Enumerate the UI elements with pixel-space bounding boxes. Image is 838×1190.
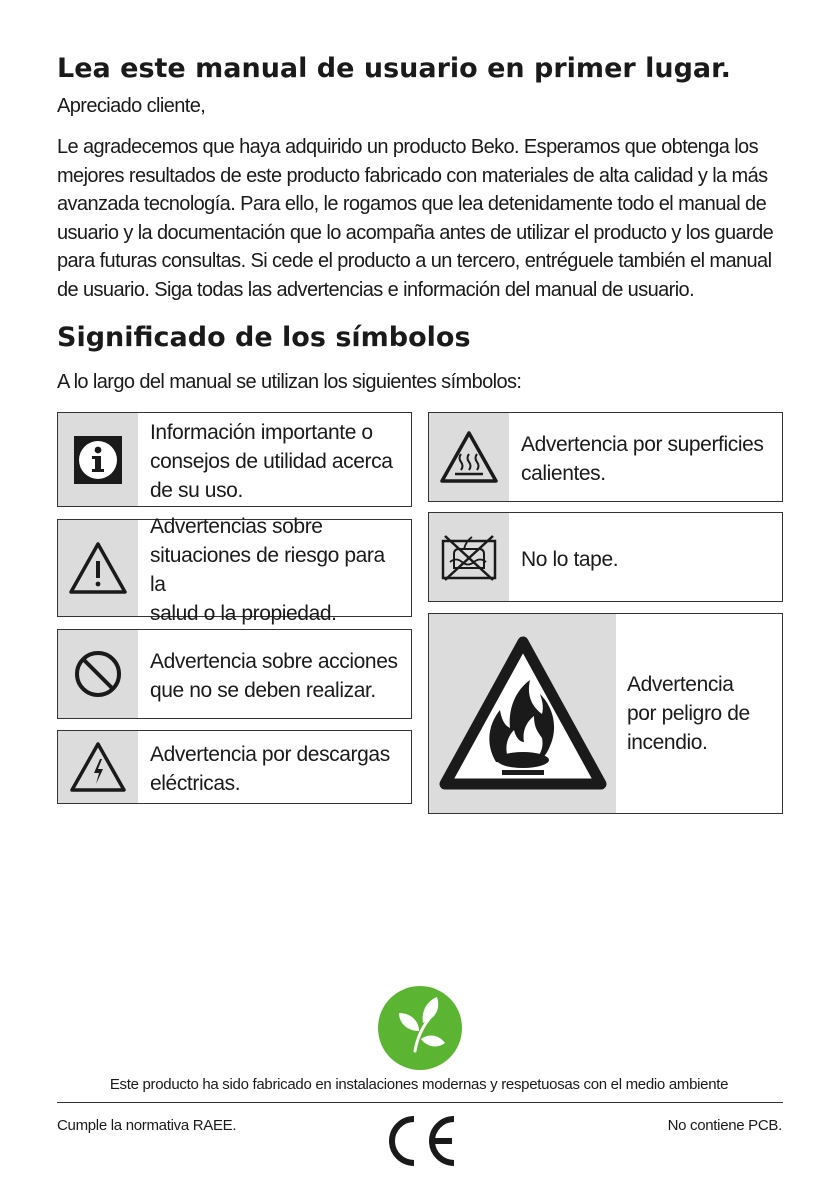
symbol-text: Advertencia por superficies calientes. [521,433,764,485]
fire-hazard-icon [429,614,616,813]
weee-compliance: Cumple la normativa RAEE. [57,1117,237,1134]
do-not-cover-icon [429,513,509,601]
symbol-box-hot-surface [428,412,783,502]
symbol-box-info [57,412,412,507]
eco-leaf-icon [377,985,463,1071]
footer-divider [57,1102,783,1103]
symbol-box-fire [428,613,783,814]
symbol-text: Advertencia sobre acciones que no se deben realizar. [150,650,398,702]
symbols-intro: A lo largo del manual se utilizan los siguientes símbolos: [57,371,522,393]
warning-triangle-icon [58,520,138,616]
symbol-box-prohibited [57,629,412,719]
pcb-statement: No contiene PCB. [667,1117,782,1134]
symbol-text: Advertencia por descargas eléctricas. [150,743,390,795]
greeting: Apreciado cliente, [57,95,206,117]
symbol-box-electric [57,730,412,804]
symbol-text: No lo tape. [521,547,619,571]
page-title: Lea este manual de usuario en primer lugar. [57,53,731,84]
symbols-title: Significado de los símbolos [57,322,471,353]
eco-statement: Este producto ha sido fabricado en instalaciones modernas y respetuosas con el medio ambiente [109,1076,729,1093]
electric-shock-icon [58,731,138,803]
symbol-box-do-not-cover [428,512,783,602]
ce-mark-icon [382,1112,458,1170]
prohibited-icon [58,630,138,718]
symbol-text: Información importante o consejos de utilidad acerca de su uso. [150,421,393,502]
hot-surface-icon [429,413,509,501]
intro-paragraph: Le agradecemos que haya adquirido un producto Beko. Esperamos que obtenga los mejores resultados de este producto fabricado con materiales de alta calidad y la más avanzada tecnología. Para ello, le rogamos que lea detenidamente todo el manual de usuario y la documentación que lo acompaña antes de utilizar el producto y los guarde para futuras consultas. Si cede el producto a un tercero, entréguele también el manual de usuario. Siga todas las advertencias e información del manual de usuario. [57,136,774,301]
info-icon [58,413,138,506]
symbol-text: Advertencias sobre situaciones de riesgo para la salud o la propiedad. [150,515,385,625]
symbol-text: Advertencia por peligro de incendio. [627,673,750,754]
symbol-box-risk [57,515,412,625]
